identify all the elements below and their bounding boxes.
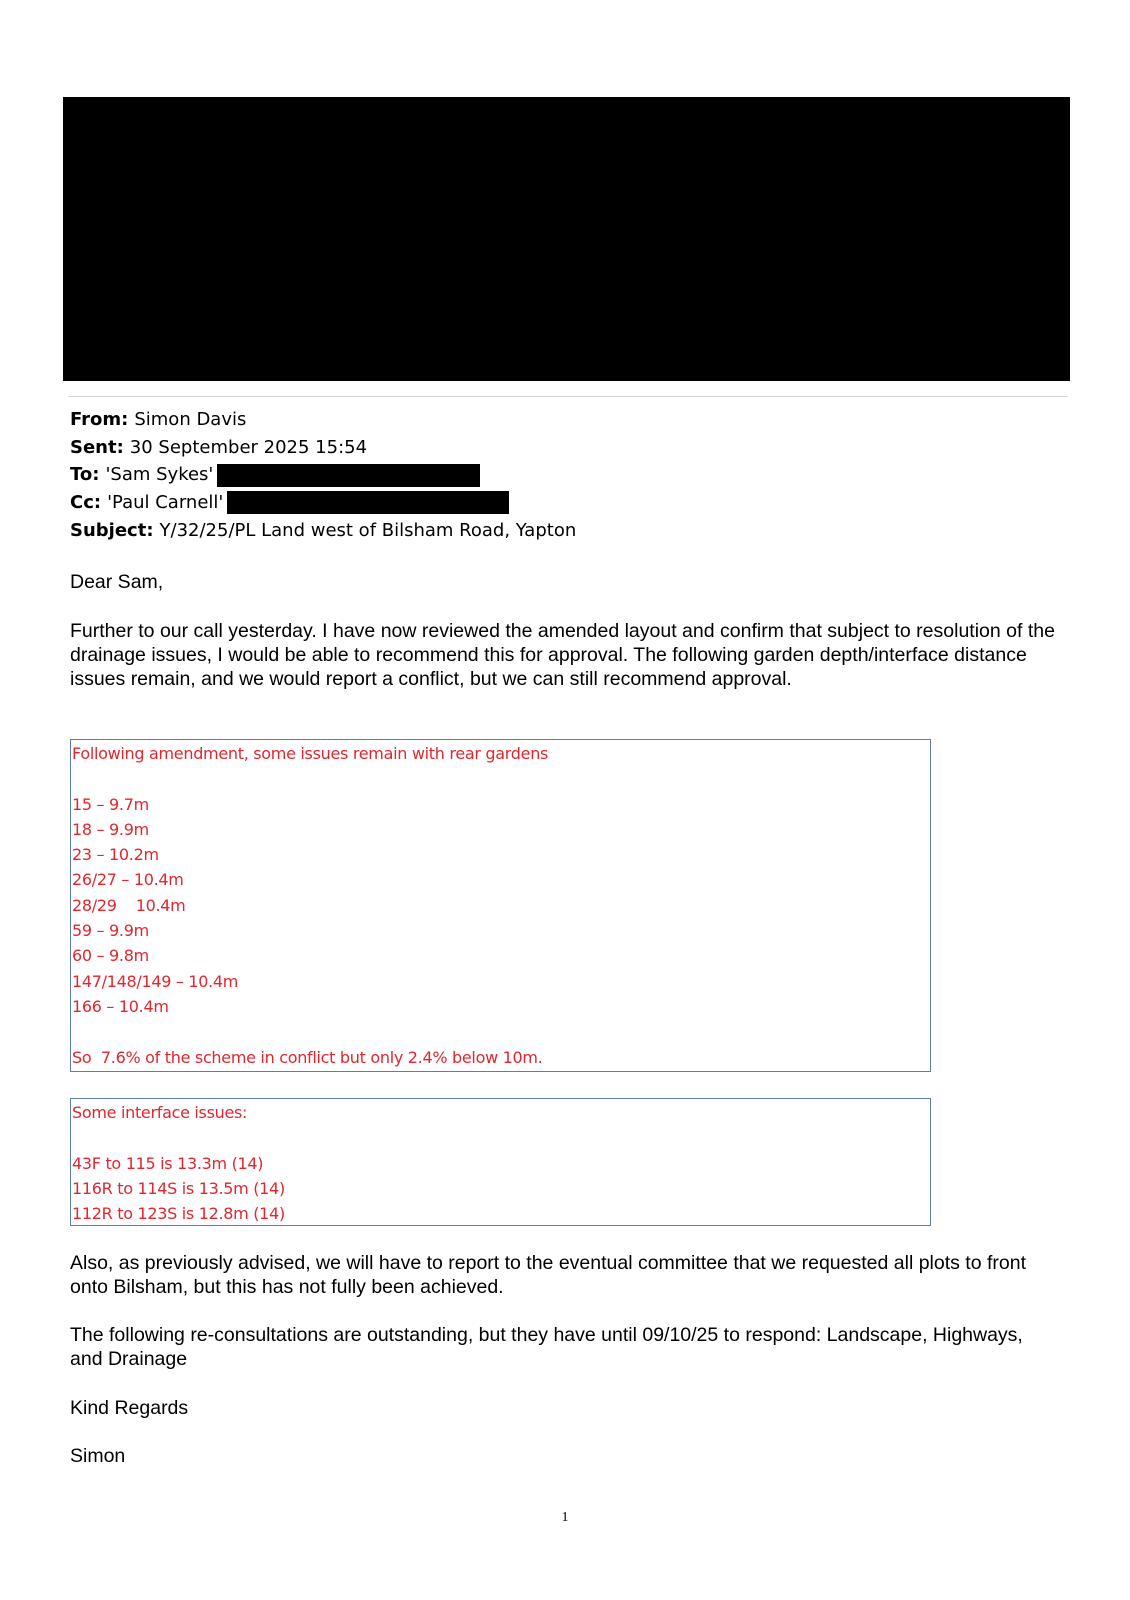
to-line xyxy=(70,461,1070,489)
garden-issue-item: 18 – 9.9m xyxy=(72,819,149,839)
paragraph-committee: Also, as previously advised, we will have to report to the eventual committee that we requested all plots to front onto Bilsham, but this has not fully been achieved. xyxy=(70,1252,1026,1298)
cc-value: 'Paul Carnell' xyxy=(107,492,224,514)
redacted-letterhead xyxy=(63,97,1070,381)
garden-issue-item: 147/148/149 – 10.4m xyxy=(72,971,239,991)
redacted-cc-email xyxy=(227,491,509,514)
garden-issue-item: 166 – 10.4m xyxy=(72,996,169,1016)
subject-line xyxy=(70,517,1070,545)
interface-issues-heading: Some interface issues: xyxy=(72,1103,248,1122)
signature-name: Simon xyxy=(70,1445,126,1467)
spacer xyxy=(72,1125,930,1150)
from-value: Simon Davis xyxy=(134,409,247,430)
garden-issues-heading: Following amendment, some issues remain with rear gardens xyxy=(72,744,549,763)
garden-issue-item: 23 – 10.2m xyxy=(72,845,159,865)
paragraph-review: Further to our call yesterday. I have now reviewed the amended layout and confirm that subject to resolution of the drainage issues, I would be able to recommend this for approval. The following garden depth/interface distance issues remain, and we would report a conflict, but we can still recommend approval. xyxy=(70,620,1055,690)
redacted-to-email xyxy=(217,464,480,487)
garden-issue-item: 15 – 9.7m xyxy=(72,794,149,814)
spacer xyxy=(72,1019,930,1044)
garden-issue-item: 60 – 9.8m xyxy=(72,946,149,966)
interface-issue-item: 112R to 123S is 12.8m (14) xyxy=(72,1204,285,1224)
cc-line xyxy=(70,489,1070,517)
garden-issue-item: 59 – 9.9m xyxy=(72,921,149,941)
page-number: 1 xyxy=(561,1510,569,1525)
cc-label: Cc: xyxy=(70,492,102,514)
from-line xyxy=(70,406,1070,434)
greeting: Dear Sam, xyxy=(70,571,164,593)
garden-issues-box xyxy=(70,739,931,1072)
closing-regards: Kind Regards xyxy=(70,1397,189,1419)
paragraph-reconsultations: The following re-consultations are outstanding, but they have until 09/10/25 to respond: Landscape, Highways, and Drainage xyxy=(70,1324,1023,1370)
spacer xyxy=(72,766,930,791)
garden-issue-item: 28/29 10.4m xyxy=(72,895,186,915)
sent-label: Sent: xyxy=(70,436,124,458)
sent-line xyxy=(70,434,1070,462)
to-value: 'Sam Sykes' xyxy=(105,464,214,486)
interface-issue-item: 43F to 115 is 13.3m (14) xyxy=(72,1153,264,1173)
interface-issue-item: 116R to 114S is 13.5m (14) xyxy=(72,1178,285,1198)
email-header xyxy=(70,406,1070,545)
subject-value: Y/32/25/PL Land west of Bilsham Road, Yapton xyxy=(159,519,577,541)
subject-label: Subject: xyxy=(70,519,154,541)
garden-issues-summary: So 7.6% of the scheme in conflict but only 2.4% below 10m. xyxy=(72,1047,543,1067)
from-label: From: xyxy=(70,409,129,430)
header-divider xyxy=(68,396,1068,397)
to-label: To: xyxy=(70,464,100,486)
interface-issues-box xyxy=(70,1098,931,1226)
sent-value: 30 September 2025 15:54 xyxy=(129,436,368,458)
garden-issue-item: 26/27 – 10.4m xyxy=(72,870,184,890)
